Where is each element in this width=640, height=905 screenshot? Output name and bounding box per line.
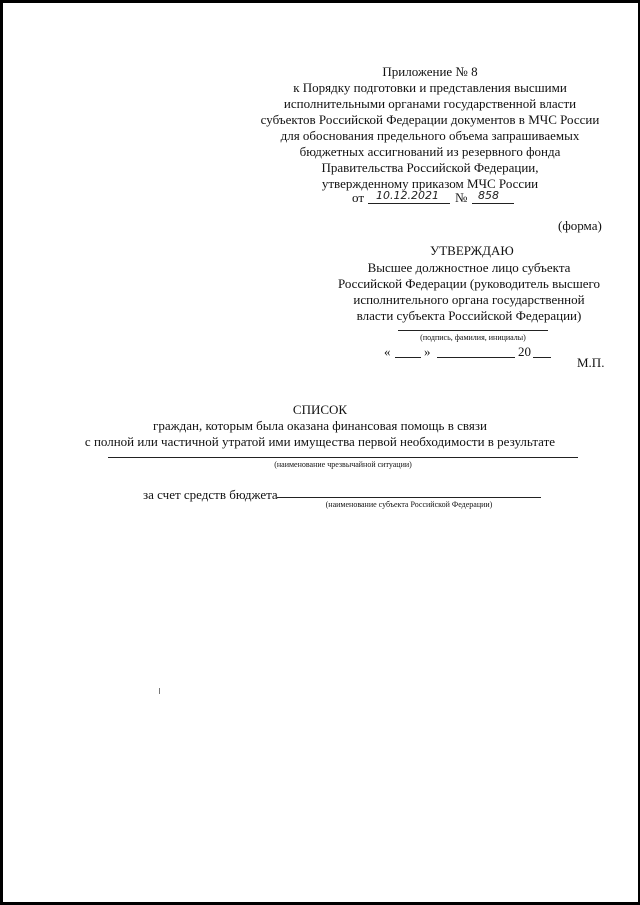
appendix-line: субъектов Российской Федерации документов в МЧС России xyxy=(260,112,600,127)
list-subtitle-line-1: граждан, которым была оказана финансовая помощь в связи xyxy=(153,418,487,433)
appendix-block xyxy=(250,64,610,192)
order-date-prefix: от xyxy=(352,190,365,205)
budget-label: за счет средств бюджета xyxy=(143,487,278,502)
order-date-underline xyxy=(368,203,450,204)
signature-line xyxy=(398,330,548,331)
order-number-underline xyxy=(472,203,514,204)
approve-lines xyxy=(318,260,620,324)
order-number-handwritten: 858 xyxy=(478,189,499,202)
list-title: СПИСОК xyxy=(292,402,348,417)
list-subtitle-line-2: с полной или частичной утратой ими имущества первой необходимости в результате xyxy=(84,434,556,449)
approve-date-open-quote: « xyxy=(384,344,391,359)
appendix-line: Правительства Российской Федерации, xyxy=(321,160,539,175)
approve-line: Высшее должностное лицо субъекта xyxy=(367,260,571,275)
budget-line xyxy=(277,497,541,498)
order-date-handwritten: 10.12.2021 xyxy=(376,189,439,202)
approve-date-close-quote: » xyxy=(424,344,431,359)
approve-title: УТВЕРЖДАЮ xyxy=(430,243,514,258)
form-label: (форма) xyxy=(558,218,602,233)
appendix-line: исполнительными органами государственной власти xyxy=(283,96,577,111)
approve-line: исполнительного органа государственной xyxy=(353,292,585,307)
appendix-line: для обоснования предельного объема запрашиваемых xyxy=(280,128,580,143)
approve-year-underline xyxy=(533,357,551,358)
scan-edge-top xyxy=(0,0,640,3)
appendix-line: утвержденному приказом МЧС России xyxy=(321,176,539,191)
order-number-prefix: № xyxy=(455,190,468,205)
scan-edge-left xyxy=(0,0,3,905)
approve-line: власти субъекта Российской Федерации) xyxy=(356,308,582,323)
emergency-line xyxy=(108,457,578,458)
approve-day-underline xyxy=(395,357,421,358)
appendix-title: Приложение № 8 xyxy=(382,64,478,79)
appendix-line: бюджетных ассигнований из резервного фонда xyxy=(299,144,561,159)
scan-speck xyxy=(159,688,160,694)
budget-caption: (наименование субъекта Российской Федерации) xyxy=(325,500,493,509)
seal-label: М.П. xyxy=(577,355,605,370)
approve-line: Российской Федерации (руководитель высшего xyxy=(337,276,601,291)
emergency-caption: (наименование чрезвычайной ситуации) xyxy=(274,460,412,469)
appendix-line: к Порядку подготовки и представления высшими xyxy=(293,80,567,95)
signature-caption: (подпись, фамилия, инициалы) xyxy=(420,333,526,342)
approve-month-underline xyxy=(437,357,515,358)
approve-year-prefix: 20 xyxy=(518,344,531,359)
